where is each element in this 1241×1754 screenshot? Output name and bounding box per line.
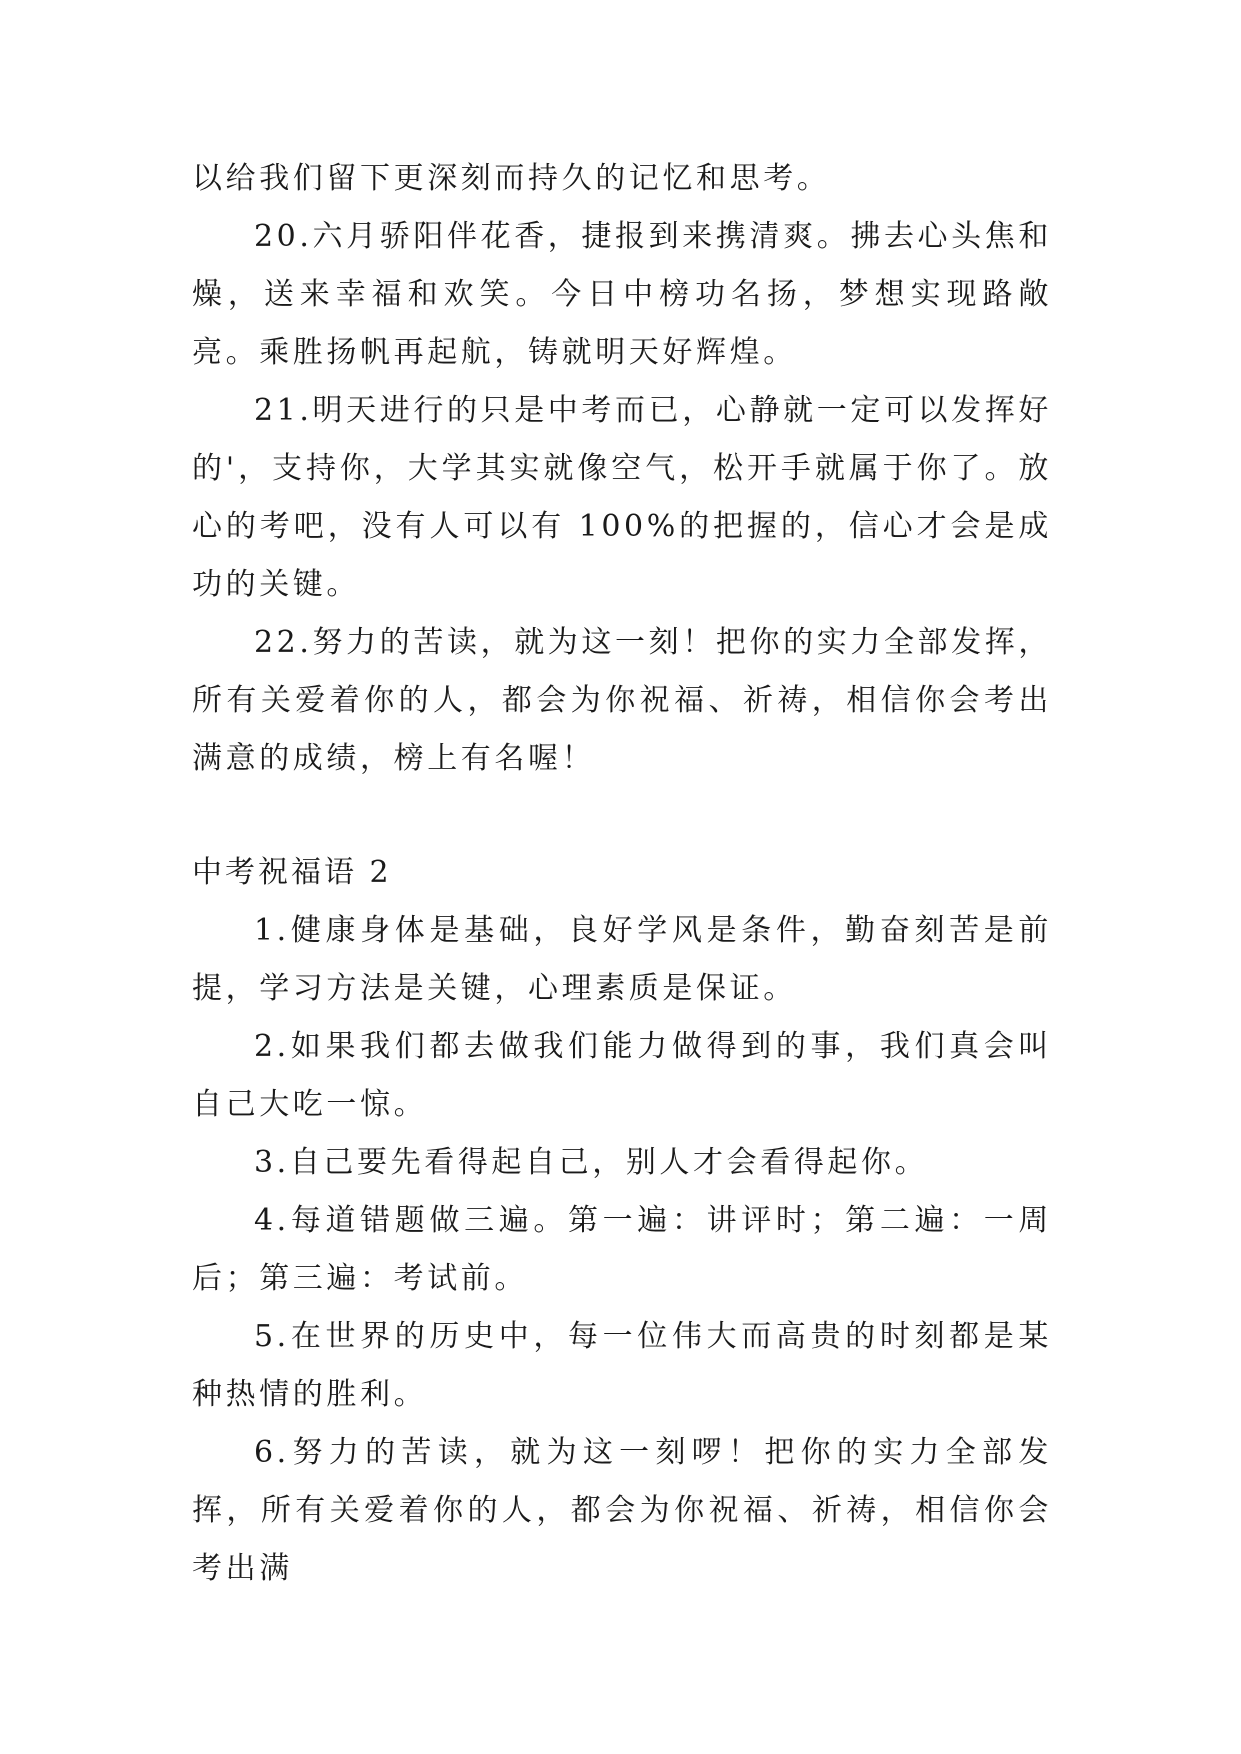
- paragraph-item-2: 2.如果我们都去做我们能力做得到的事，我们真会叫自己大吃一惊。: [192, 1029, 1052, 1122]
- paragraph-continuation: 以给我们留下更深刻而持久的记忆和思考。: [192, 161, 831, 196]
- paragraph-item-6: 6.努力的苦读，就为这一刻啰！把你的实力全部发挥，所有关爱着你的人，都会为你祝福、祈祷，相信你会考出满: [192, 1435, 1052, 1586]
- paragraph-item-5: 5.在世界的历史中，每一位伟大而高贵的时刻都是某种热情的胜利。: [192, 1319, 1052, 1412]
- document-page: [192, 150, 1052, 1598]
- paragraph-item-1: 1.健康身体是基础，良好学风是条件，勤奋刻苦是前提，学习方法是关键，心理素质是保证。: [192, 913, 1052, 1006]
- paragraph-item-22: 22.努力的苦读，就为这一刻！把你的实力全部发挥，所有关爱着你的人，都会为你祝福、祈祷，相信你会考出满意的成绩，榜上有名喔！: [192, 625, 1052, 776]
- paragraph-item-4: 4.每道错题做三遍。第一遍：讲评时；第二遍：一周后；第三遍：考试前。: [192, 1203, 1052, 1296]
- section-heading: 中考祝福语 2: [192, 855, 392, 890]
- paragraph-item-20: 20.六月骄阳伴花香，捷报到来携清爽。拂去心头焦和燥，送来幸福和欢笑。今日中榜功名扬，梦想实现路敞亮。乘胜扬帆再起航，铸就明天好辉煌。: [192, 219, 1052, 370]
- paragraph-item-3: 3.自己要先看得起自己，别人才会看得起你。: [254, 1145, 929, 1180]
- paragraph-item-21: 21.明天进行的只是中考而已，心静就一定可以发挥好的'，支持你，大学其实就像空气，松开手就属于你了。放心的考吧，没有人可以有 100%的把握的，信心才会是成功的关键。: [192, 393, 1052, 602]
